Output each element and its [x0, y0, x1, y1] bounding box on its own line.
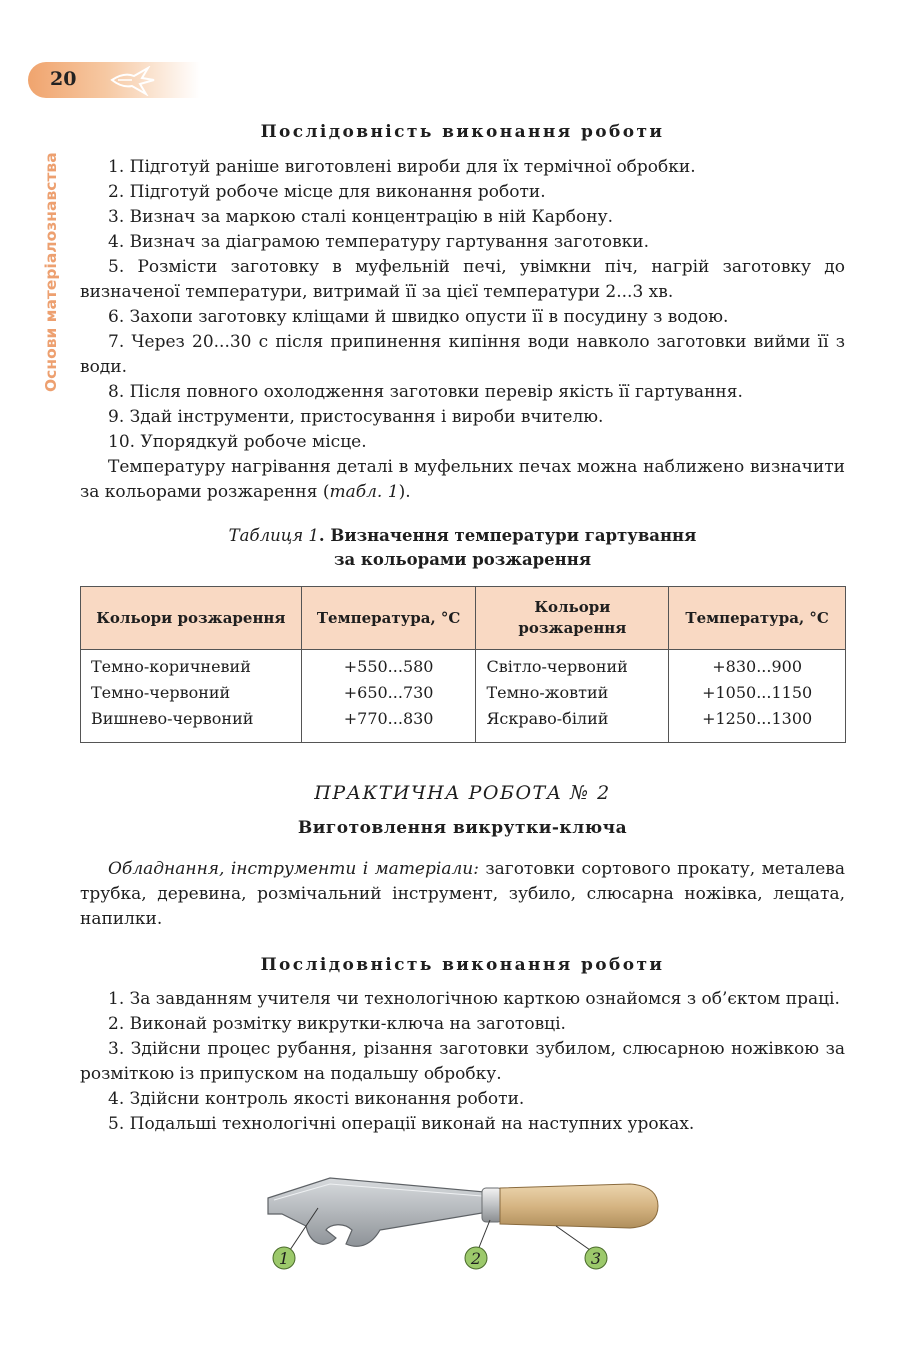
step-item: 5. Розмісти заготовку в муфельній печі, увімкни піч, нагрій заготовку до визначеної температури, витримай її за цієї температури 2...3 хв.: [80, 257, 845, 302]
wooden-handle: [500, 1184, 658, 1228]
color-name: Яскраво-білий: [486, 709, 609, 728]
page-number: 20: [50, 68, 77, 90]
step-item: 4. Визнач за діаграмою температуру гартування заготовки.: [108, 232, 650, 252]
column-header: Температура, °C: [669, 587, 846, 650]
column-header: Кольори розжарення: [476, 587, 669, 650]
color-name: Темно-червоний: [91, 683, 231, 702]
svg-text:2: 2: [470, 1249, 482, 1268]
color-name: Темно-жовтий: [486, 683, 609, 702]
step-item: 1. Підготуй раніше виготовлені вироби для їх термічної обробки.: [108, 157, 696, 177]
step-item: 5. Подальші технологічні операції виконай на наступних уроках.: [108, 1114, 695, 1134]
temperature-range: +830...900: [712, 657, 802, 676]
table-cell: [301, 650, 476, 743]
ferrule: [482, 1188, 502, 1222]
temperature-range: +650...730: [343, 683, 434, 702]
step-item: 10. Упорядкуй робоче місце.: [108, 432, 367, 452]
step-item: 3. Визнач за маркою сталі концентрацію в ній Карбону.: [108, 207, 614, 227]
materials-text: заготовки сортового прокату, металева трубка, деревина, розмічальний інструмент, зубило, слюсарна ножівка, лещата, напилки.: [80, 859, 845, 929]
temperature-range: +1250...1300: [702, 709, 813, 728]
temperature-range: +550...580: [343, 657, 434, 676]
table-reference-link: табл. 1: [329, 482, 399, 502]
table-cell: [476, 650, 669, 743]
leader-line-2: [478, 1220, 490, 1250]
column-header: Температура, °C: [301, 587, 476, 650]
callout-label-1: [273, 1247, 295, 1269]
step-item: 2. Підготуй робоче місце для виконання роботи.: [108, 182, 546, 202]
table-cell: [81, 650, 302, 743]
section-heading: Послідовність виконання роботи: [260, 955, 665, 975]
callout-label-2: [465, 1247, 487, 1269]
screwdriver-wrench-figure: [260, 1170, 670, 1280]
step-item: 4. Здійсни контроль якості виконання роботи.: [108, 1089, 525, 1109]
step-item: 1. За завданням учителя чи технологічною карткою ознайомся з об’єктом праці.: [108, 989, 840, 1009]
materials-label: Обладнання, інструменти і матеріали:: [108, 859, 479, 879]
step-item: 3. Здійсни процес рубання, різання заготовки зубилом, слюсарною ножівкою за розміткою із припуском на подальшу обробку.: [80, 1039, 845, 1084]
svg-text:1: 1: [278, 1249, 290, 1268]
step-item: 9. Здай інструменти, пристосування і вироби вчителю.: [108, 407, 604, 427]
temperature-table: [80, 586, 846, 743]
table-cell: [669, 650, 846, 743]
step-item: 2. Виконай розмітку викрутки-ключа на заготовці.: [108, 1014, 566, 1034]
step-item: 7. Через 20...30 с після припинення кипіння води навколо заготовки вийми її з води.: [80, 332, 845, 377]
temperature-range: +1050...1150: [702, 683, 813, 702]
table-caption-title: . Визначення температури гартування: [318, 526, 697, 545]
note-text: Температуру нагрівання деталі в муфельних печах можна наближено визначити за кольорами розжарення (: [80, 457, 845, 502]
side-section-title: Основи матеріалознавства: [42, 152, 60, 392]
section-heading: Послідовність виконання роботи: [260, 122, 665, 142]
steps-list: [80, 987, 845, 1137]
practical-work-title: ПРАКТИЧНА РОБОТА № 2: [314, 782, 611, 804]
table-caption: [80, 524, 845, 572]
bird-emblem-icon: [108, 66, 156, 96]
table-caption-label: Таблиця 1: [228, 526, 319, 545]
note-text-end: ).: [398, 482, 411, 502]
color-name: Вишнево-червоний: [91, 709, 254, 728]
column-header: Кольори розжарення: [81, 587, 302, 650]
color-name: Світло-червоний: [486, 657, 628, 676]
table-row: [81, 650, 846, 743]
color-name: Темно-коричневий: [91, 657, 251, 676]
practical-work-subtitle: Виготовлення викрутки-ключа: [297, 818, 628, 838]
callout-label-3: [585, 1247, 607, 1269]
note-paragraph: [80, 455, 845, 505]
table-caption-title-line2: за кольорами розжарення: [333, 550, 592, 569]
materials-paragraph: [80, 857, 845, 932]
svg-text:3: 3: [590, 1249, 602, 1268]
table-header-row: [81, 587, 846, 650]
steps-list: [80, 155, 845, 505]
temperature-range: +770...830: [343, 709, 434, 728]
leader-line-3: [556, 1226, 590, 1250]
step-item: 8. Після повного охолодження заготовки перевір якість її гартування.: [108, 382, 743, 402]
step-item: 6. Захопи заготовку кліщами й швидко опусти її в посудину з водою.: [108, 307, 729, 327]
